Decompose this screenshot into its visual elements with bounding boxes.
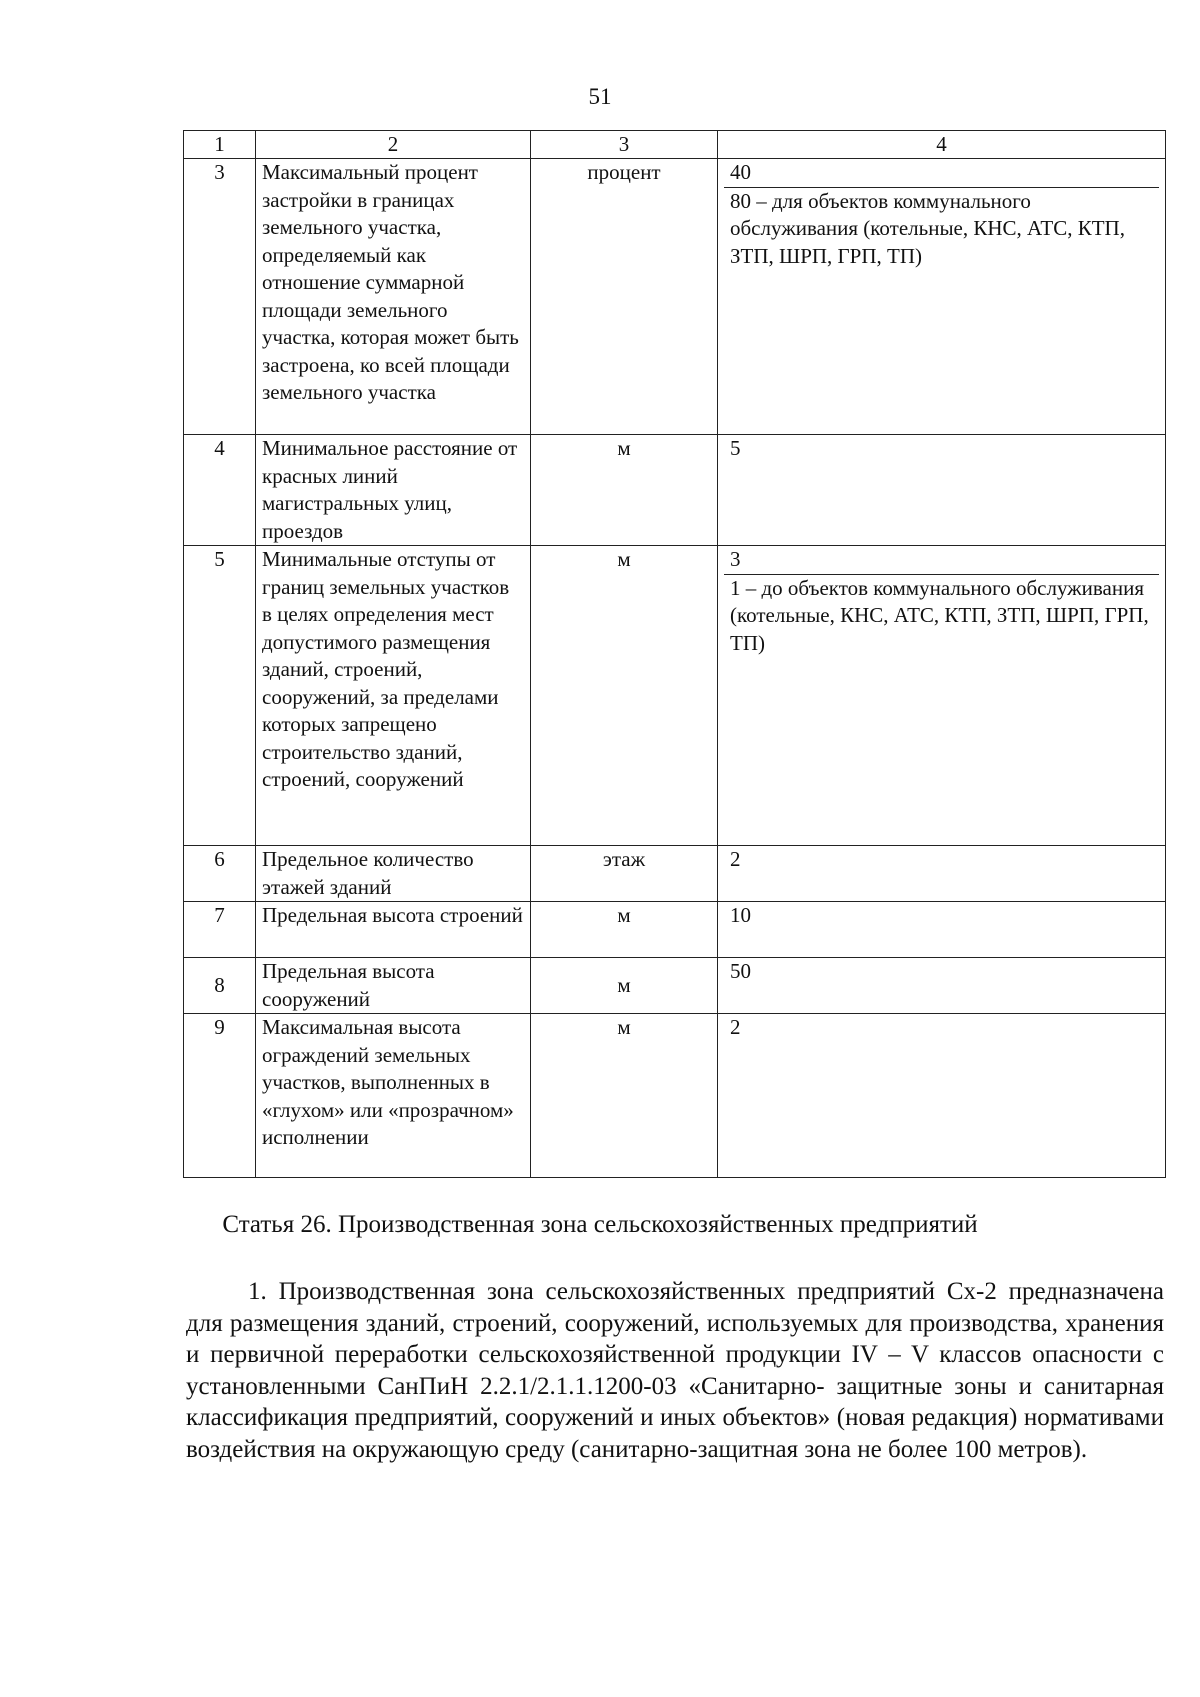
row-number: 7 (184, 902, 256, 958)
table-row (184, 902, 1166, 958)
row-number: 5 (184, 546, 256, 846)
header-col-1: 1 (184, 131, 256, 159)
row-parameter: Минимальные отступы от границ земельных участков в целях определения мест допустимого размещения зданий, строений, сооружений, за пределами которых запрещено строительство зданий, строений, сооружений (256, 546, 531, 846)
row-number: 9 (184, 1014, 256, 1178)
row-note: 1 – до объектов коммунального обслуживания (котельные, КНС, АТС, КТП, ЗТП, ШРП, ГРП, ТП) (730, 575, 1149, 655)
row-unit: м (531, 902, 718, 958)
row-value-cell (718, 902, 1166, 958)
row-value-cell (718, 958, 1166, 1014)
regulations-table (183, 130, 1166, 1178)
table-row (184, 1014, 1166, 1178)
row-number: 8 (184, 958, 256, 1014)
row-number: 4 (184, 435, 256, 546)
row-unit: м (531, 546, 718, 846)
row-parameter: Минимальное расстояние от красных линий магистральных улиц, проездов (256, 435, 531, 546)
table-row (184, 958, 1166, 1014)
table-row (184, 159, 1166, 435)
row-value-cell (718, 846, 1166, 902)
row-note: 80 – для объектов коммунального обслуживания (котельные, КНС, АТС, КТП, ЗТП, ШРП, ГРП, ТП) (730, 188, 1125, 268)
row-unit: м (531, 958, 718, 1014)
table-row (184, 546, 1166, 846)
row-value: 2 (730, 847, 741, 871)
row-value-cell (718, 546, 1166, 846)
row-value: 40 (724, 159, 1159, 188)
row-unit: м (531, 435, 718, 546)
table-row (184, 846, 1166, 902)
row-number: 3 (184, 159, 256, 435)
row-value: 2 (730, 1015, 741, 1039)
article-paragraph (186, 1276, 1164, 1465)
row-value: 3 (724, 546, 1159, 575)
article-title: Статья 26. Производственная зона сельскохозяйственных предприятий (222, 1211, 978, 1238)
row-unit: этаж (531, 846, 718, 902)
row-value-cell (718, 435, 1166, 546)
row-parameter: Предельная высота сооружений (256, 958, 531, 1014)
row-value: 10 (730, 903, 751, 927)
row-unit: процент (531, 159, 718, 435)
row-value-cell (718, 1014, 1166, 1178)
row-parameter: Максимальный процент застройки в границах земельного участка, определяемый как отношение суммарной площади земельного участка, которая может быть застроена, ко всей площади земельного участка (256, 159, 531, 435)
page-number: 51 (588, 84, 612, 109)
row-parameter: Предельное количество этажей зданий (256, 846, 531, 902)
row-value: 5 (730, 436, 741, 460)
header-col-2: 2 (256, 131, 531, 159)
row-parameter: Предельная высота строений (256, 902, 531, 958)
row-value: 50 (730, 959, 751, 983)
row-parameter: Максимальная высота ограждений земельных участков, выполненных в «глухом» или «прозрачном» исполнении (256, 1014, 531, 1178)
table-header-row (184, 131, 1166, 159)
row-unit: м (531, 1014, 718, 1178)
header-col-3: 3 (531, 131, 718, 159)
table-row (184, 435, 1166, 546)
article-paragraph-text: 1. Производственная зона сельскохозяйственных предприятий Сх-2 предназначена для размещения зданий, строений, сооружений, используемых для производства, хранения и первичной переработки сельскохозяйственной продукции IV – V классов опасности с установленными СанПиН 2.2.1/2.1.1.1200-03 «Санитарно- защитные зоны и санитарная классификация предприятий, сооружений и иных объектов» (новая редакция) нормативами воздействия на окружающую среду (санитарно-защитная зона не более 100 метров). (186, 1278, 1164, 1463)
header-col-4: 4 (718, 131, 1166, 159)
row-value-cell (718, 159, 1166, 435)
row-number: 6 (184, 846, 256, 902)
